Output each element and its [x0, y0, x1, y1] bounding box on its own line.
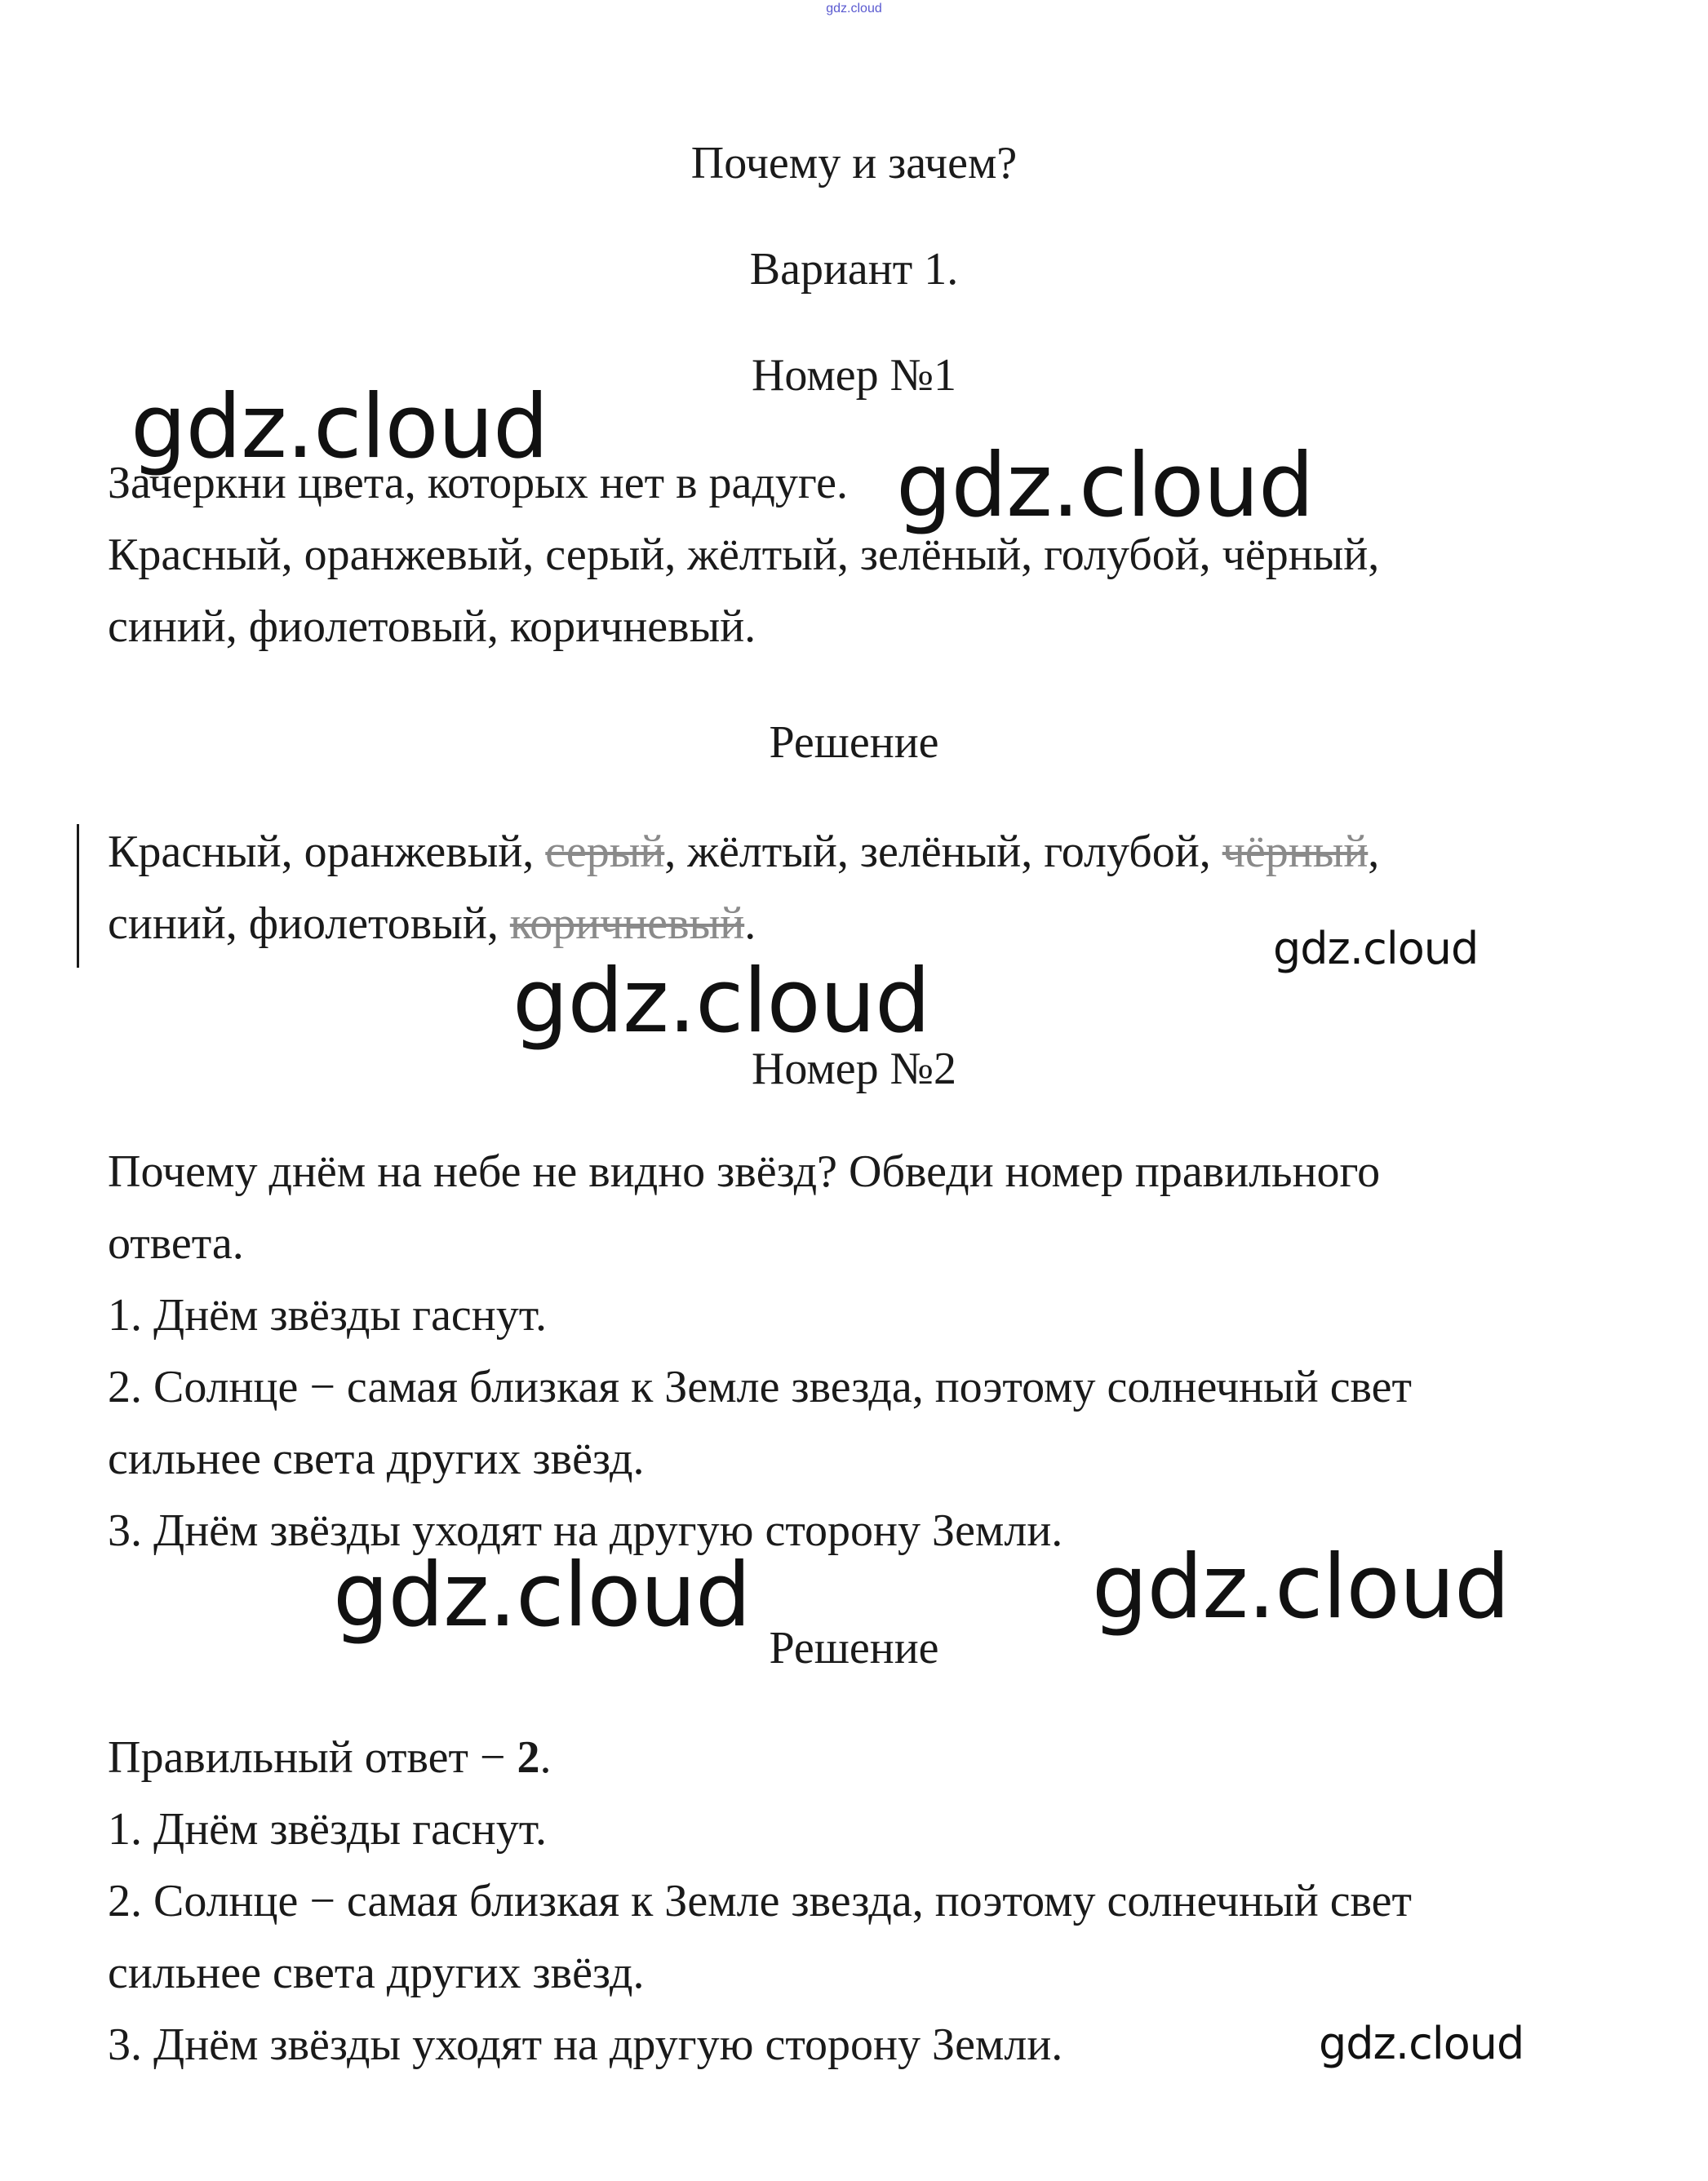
watermark: gdz.cloud: [896, 435, 1314, 537]
task2-question: [108, 1136, 1412, 1567]
task2-answer-suffix: .: [539, 1732, 552, 1783]
watermark: gdz.cloud: [333, 1545, 751, 1647]
task1-sol-l1-b: , жёлтый, зелёный, голубой,: [664, 827, 1222, 877]
task2-prompt-line1: Почему днём на небе не видно звёзд? Обведи номер правильного: [108, 1146, 1381, 1197]
task2-option3: 3. Днём звёзды уходят на другую сторону Земли.: [108, 1505, 1063, 1556]
task2-answer-prefix: Правильный ответ −: [108, 1732, 517, 1783]
task1-sol-l2-a: синий, фиолетовый,: [108, 898, 510, 949]
task2-prompt-line2: ответа.: [108, 1218, 244, 1269]
task2-option1: 1. Днём звёзды гаснут.: [108, 1290, 548, 1341]
task2-answer-value: 2: [517, 1732, 540, 1783]
watermark: gdz.cloud: [1319, 2018, 1524, 2069]
task1-sol-l1-a: Красный, оранжевый,: [108, 827, 546, 877]
task1-solution-heading: Решение: [769, 717, 939, 768]
struck-color-brown: коричневый: [509, 898, 745, 949]
watermark: gdz.cloud: [1273, 923, 1479, 974]
task1-sol-l2-b: .: [744, 898, 756, 949]
margin-change-bar: [77, 824, 79, 968]
variant-label: Вариант 1.: [749, 244, 959, 295]
task2-option2-line1: 2. Солнце − самая близкая к Земле звезда, поэтому солнечный свет: [108, 1362, 1412, 1412]
watermark: gdz.cloud: [131, 376, 548, 478]
task2-sol-option2-line2: сильнее света других звёзд.: [108, 1948, 645, 1998]
watermark: gdz.cloud: [512, 951, 930, 1053]
task1-heading: Номер №1: [751, 350, 957, 401]
task1-prompt-text: Зачеркни цвета, которых нет в радуге.: [108, 458, 848, 508]
watermark: gdz.cloud: [1092, 1536, 1510, 1638]
top-watermark: gdz.cloud: [826, 2, 882, 16]
task2-sol-option1: 1. Днём звёзды гаснут.: [108, 1804, 548, 1855]
task1-colors-line1: Красный, оранжевый, серый, жёлтый, зелёный, голубой, чёрный,: [108, 530, 1380, 580]
document-title: Почему и зачем?: [690, 138, 1018, 188]
task2-sol-option3: 3. Днём звёзды уходят на другую сторону Земли.: [108, 2019, 1063, 2070]
task1-sol-l1-c: ,: [1368, 827, 1380, 877]
task2-solution: [108, 1722, 1412, 2081]
task1-colors-line2: синий, фиолетовый, коричневый.: [108, 601, 756, 652]
task2-option2-line2: сильнее света других звёзд.: [108, 1434, 645, 1484]
task1-solution: [108, 816, 1379, 960]
task2-heading: Номер №2: [751, 1044, 957, 1094]
task2-solution-heading: Решение: [769, 1623, 939, 1673]
struck-color-gray: серый: [545, 827, 665, 877]
task2-sol-option2-line1: 2. Солнце − самая близкая к Земле звезда, поэтому солнечный свет: [108, 1876, 1412, 1926]
struck-color-black: чёрный: [1222, 827, 1369, 877]
